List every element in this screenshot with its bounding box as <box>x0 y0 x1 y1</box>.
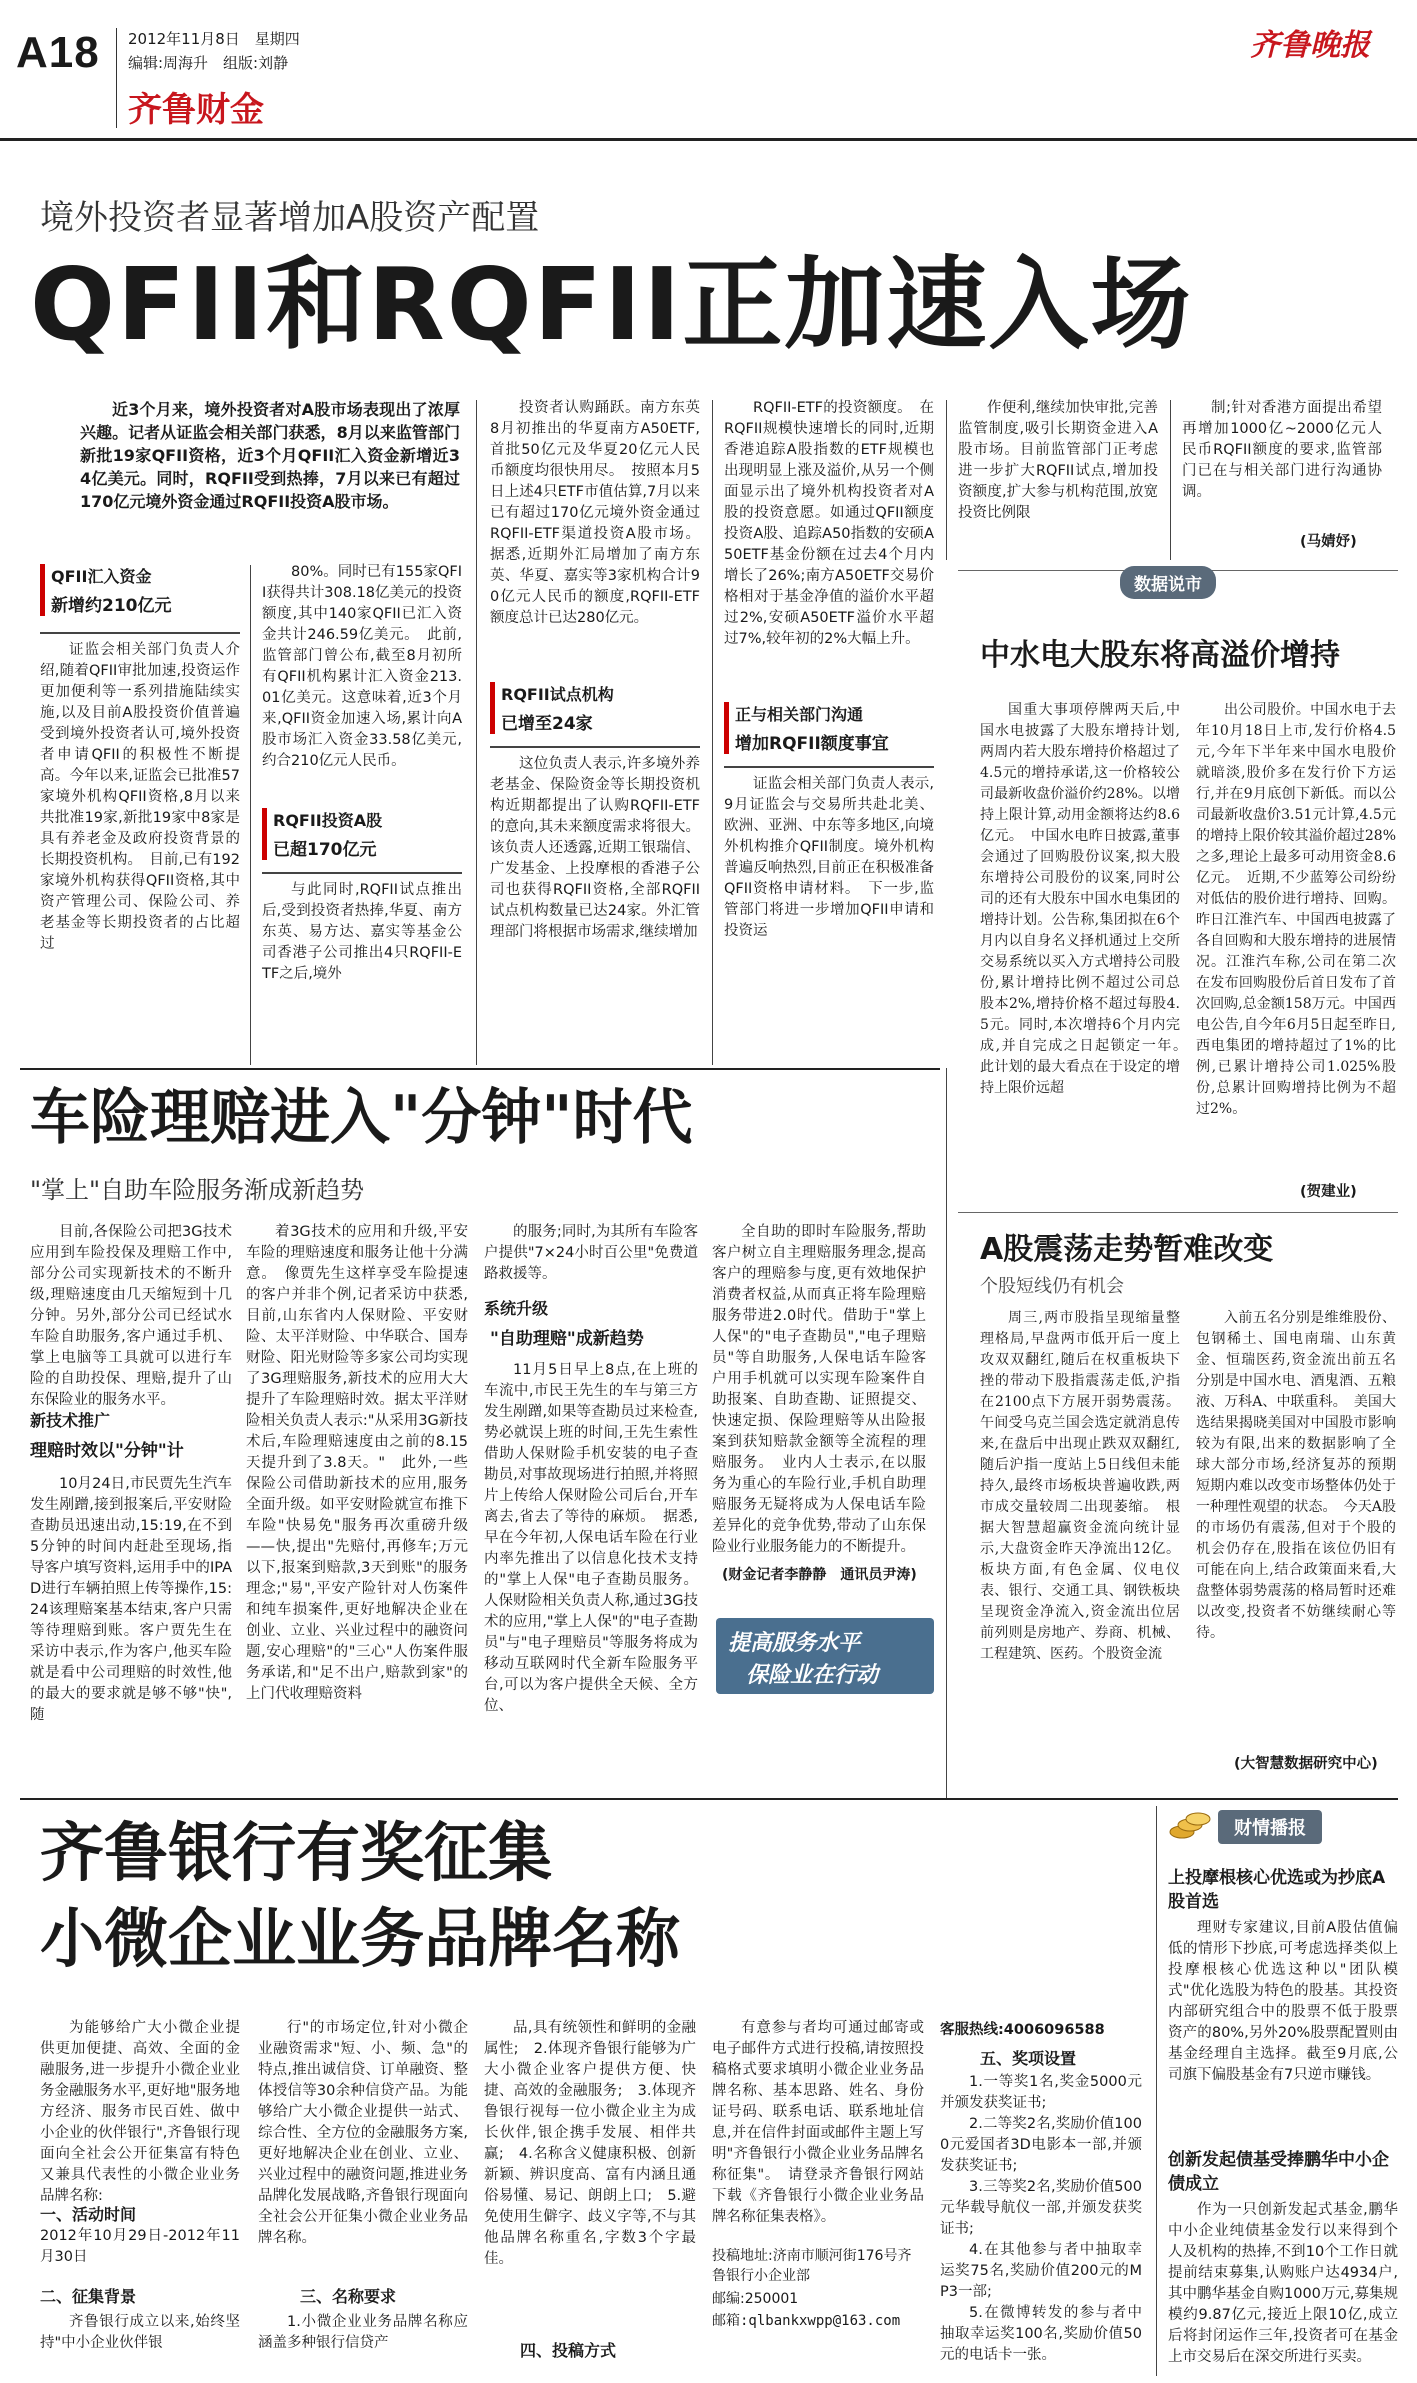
tag-rqfii-quota-line2: 增加RQFII额度事宜 <box>735 734 889 754</box>
prize-item: 3.三等奖2名,奖励价值500元华载导航仪一部,并颁发获奖证书; <box>940 2179 1142 2237</box>
story2-byline: (财金记者李静静 通讯员尹涛) <box>722 1567 917 1583</box>
tag-rqfii-investment-line1: RQFII投资A股 <box>273 811 383 830</box>
tag-rqfii-pilots-line1: RQFII试点机构 <box>501 685 614 704</box>
story3-column1: 周三,两市股指呈现缩量整理格局,早盘两市低开后一度上攻双双翻红,随后在权重板块下挫的带动下股指震荡走低,沪指在2100点下方展开弱势震荡。午间受乌克兰国会选定就消息传来,在盘后中出现止跌双双翻红,随后沪指一度站上5日线但未能持久,最终市场板块普遍收跌,两市成交量较周二出现萎缩。 根据大智慧超赢资金流向统计显示,大盘资金昨天净流出12亿。板块方面,有色金属、仪电仪表、银行、交通工具、钢铁板块呈现资金净流入,资金流出位居前列则是房地产、券商、机械、工程建筑、医药。个股资金流 <box>980 1310 1180 1662</box>
data-talk-headline: 中水电大股东将高溢价增持 <box>980 638 1340 673</box>
story1-column3b: 这位负责人表示,许多境外养老基金、保险资金等长期投资机构近期都提出了认购RQFII-ETF的意向,其未来额度需求将很大。该负责人还透露,近期工银瑞信、广发基金、上投摩根的香港子公司也获得RQFII资格,全部RQFII试点机构数量已达24家。外汇管理部门将根据市场需求,继续增加 <box>490 756 700 940</box>
tag-rqfii-investment <box>262 808 382 860</box>
tag-rqfii-quota <box>724 702 889 754</box>
story4-section3-title: 三、名称要求 <box>300 2287 397 2306</box>
prize-item: 5.在微博转发的参与者中抽取幸运奖100名,奖励价值50元的电话卡一张。 <box>940 2305 1142 2363</box>
story4-column3: 品,具有统领性和鲜明的金融属性; 2.体现齐鲁银行能够为广大小微企业客户提供方便、快捷、高效的金融服务; 3.体现齐鲁银行视每一位小微企业主为成长伙伴,银企携手发展、相伴共赢; 4.名称含义健康积极、创新新颖、辨识度高、富有内涵且通俗易懂、易记、朗朗上口; 5.避免使用生僻字、歧义字等,不与其他品牌名称重名,字数3个字最佳。 <box>484 2020 696 2267</box>
brief1-body: 理财专家建议,目前A股估值偏低的情形下抄底,可考虑选择类似上投摩根核心优选这种以"团队模式"优化选股为特色的股基。其投资内部研究组合中的股票不低于股票资产的80%,另外20%股票配置则由基金经理自主选择。截至9月底,公司旗下偏股基金有7只逆市赚钱。 <box>1168 1920 1398 2083</box>
story1-column4b: 证监会相关部门负责人表示,9月证监会与交易所共赴北美、欧洲、亚洲、中东等多地区,向境外机构推介QFII制度。境外机构普遍反响热烈,目前正在积极准备QFII资格申请材料。 下一步,监管部门将进一步增加QFII申请和投资运 <box>724 776 934 939</box>
insurance-campaign-banner <box>716 1618 934 1694</box>
story2-column2: 着3G技术的应用和升级,平安车险的理赔速度和服务让他十分满意。 像贾先生这样享受车险提速的客户并非个例,记者采访中获悉,目前,山东省内人保财险、平安财险、太平洋财险、中华联合、国寿财险、阳光财险等多家公司均实现了3G理赔服务,新技术的应用大大提升了车险理赔时效。据太平洋财险相关负责人表示:"从采用3G新技术后,车险理赔速度由之前的8.15天提升到了3.8天。" 此外,一些保险公司借助新技术的应用,服务全面升级。如平安财险就宣布推下车险"快易免"服务再次重磅升级——快,提出"先赔付,再修车;万元以下,报案到赔款,3天到账"的服务理念;"易",平安产险针对人伤案件和纯车损案件,更好地解决企业在创业、立业、兴业过程中的融资问题,安心理赔"的"三心"人伤案件服务承诺,和"足不出户,赔款到家"的上门代收理赔资料 <box>246 1224 468 1702</box>
tag-qfii-inflow-line2: 新增约210亿元 <box>51 596 172 616</box>
story4-address: 投稿地址:济南市顺河街176号齐鲁银行小企业部 <box>712 2248 912 2284</box>
story2-column3b: 11月5日早上8点,在上班的车流中,市民王先生的车与第三方发生剐蹭,如果等查勘员过来检查,势必就误上班的时间,王先生索性借助人保财险手机安装的电子查勘员,对事故现场进行拍照,并将照片上传给人保财险公司后台,开车离去,省去了等待的麻烦。 据悉,早在今年初,人保电话车险在行业内率先推出了以信息化技术支持的"掌上人保"电子查勘员服务。人保财险相关负责人称,通过3G技术的应用,"掌上人保"的"电子查勘员"与"电子理赔员"等服务将成为移动互联网时代全新车险服务平台,可以为客户提供全天候、全方位、 <box>484 1362 698 1714</box>
story1-headline: QFII和RQFII正加速入场 <box>30 246 1193 363</box>
story1-column2a: 80%。同时已有155家QFII获得共计308.18亿美元的投资额度,其中140家QFII已汇入资金共计246.59亿美元。 此前,监管部门曾公布,截至8月初所有QFII机构累计汇入资金213.01亿美元。这意味着,近3个月来,QFII资金加速入场,累计向A股市场汇入资金33.58亿美元,约合210亿元人民币。 <box>262 564 463 769</box>
story1-column3a: 投资者认购踊跃。南方东英8月初推出的华夏南方A50ETF,首批50亿元及华夏20亿元人民币额度均很快用尽。 按照本月5日上述4只ETF市值估算,7月以来已有超过170亿元境外资金通过RQFII-ETF渠道投资A股市场。据悉,近期外汇局增加了南方东英、华夏、嘉实等3家机构合计90亿元人民币的额度,RQFII-ETF额度总计已达280亿元。 <box>490 400 700 626</box>
story2-subhead: "掌上"自助车险服务渐成新趋势 <box>30 1176 365 1204</box>
data-talk-badge: 数据说市 <box>1120 566 1216 599</box>
page-number: A18 <box>16 28 100 77</box>
banner-line1: 提高服务水平 <box>728 1631 861 1656</box>
story3-byline: (大智慧数据研究中心) <box>1234 1756 1378 1772</box>
data-talk-byline: (贺建业) <box>1300 1184 1357 1200</box>
newspaper-logo: 齐鲁晚报 <box>1250 28 1370 63</box>
story2-section1-title: 新技术推广 <box>30 1411 111 1430</box>
tag-rqfii-pilots <box>490 682 614 734</box>
editors-line: 编辑:周海升 组版:刘静 <box>128 54 289 72</box>
story1-column2b: 与此同时,RQFII试点推出后,受到投资者热捧,华夏、南方东英、易方达、嘉实等基金公司香港子公司推出4只RQFII-ETF之后,境外 <box>262 882 462 982</box>
story1-column6: 制;针对香港方面提出希望再增加1000亿~2000亿元人民币RQFII额度的要求,监管部门已在与相关部门进行沟通协调。 <box>1182 400 1382 500</box>
tag-rqfii-quota-line1: 正与相关部门沟通 <box>735 705 864 724</box>
story2-headline: 车险理赔进入"分钟"时代 <box>30 1083 693 1153</box>
story2-section1-subtitle: 理赔时效以"分钟"计 <box>30 1441 184 1461</box>
story4-headline-line1: 齐鲁银行有奖征集 <box>40 1817 552 1891</box>
story4-column2: 行"的市场定位,针对小微企业融资需求"短、小、频、急"的特点,推出诚信贷、订单融资、整体授信等30余种信贷产品。为能够给广大小微企业提供一站式、综合性、全方位的金融服务方案,更好地解决企业在创业、立业、兴业过程中的融资问题,推进业务品牌化发展战略,齐鲁银行现面向全社会公开征集小微企业业务品牌名称。 <box>258 2020 468 2246</box>
story2-section2-title: 系统升级 <box>484 1299 549 1318</box>
prize-item: 1.一等奖1名,奖金5000元并颁发获奖证书; <box>940 2074 1142 2111</box>
tag-rqfii-pilots-line2: 已增至24家 <box>501 714 593 734</box>
story4-column4: 有意参与者均可通过邮寄或电子邮件方式进行投稿,请按照投稿格式要求填明小微企业业务品牌名称、基本思路、姓名、身份证号码、联系电话、联系地址信息,并在信件封面或邮件主题上写明"齐鲁银行小微企业业务品牌名称征集"。 请登录齐鲁银行网站下载《齐鲁银行小微企业业务品牌名称征集表格》。 <box>712 2020 924 2225</box>
story1-column4a: RQFII-ETF的投资额度。 在RQFII规模快速增长的同时,近期香港追踪A股指数的ETF规模也出现明显上涨及溢价,从另一个侧面显示出了境外机构投资者对A股的投资意愿。如通过QFII额度投资A股、追踪A50指数的安硕A50ETF基金份额在过去4个月内增长了26%;南方A50ETF交易价格相对于基金净值的溢价水平超过2%,安硕A50ETF溢价水平超过7%,较年初的2%大幅上升。 <box>724 400 934 647</box>
story2-column1b: 10月24日,市民贾先生汽车发生剐蹭,接到报案后,平安财险查勘员迅速出动,15:19,在不到5分钟的时间内赶赴至现场,指导客户填写资料,运用手中的IPAD进行车辆拍照上传等操作,15:24该理赔案基本结束,客户只需等待理赔到账。客户贾先生在采访中表示,作为客户,他买车险就是看中公司理赔的时效性,他的最大的要求就是够不够"快",随 <box>30 1476 232 1723</box>
tag-qfii-inflow-line1: QFII汇入资金 <box>51 567 152 586</box>
story1-byline: (马婧妤) <box>1300 534 1357 550</box>
data-talk-column2: 出公司股价。中国水电于去年10月18日上市,发行价格4.5元,今年下半年来中国水电股价就暗淡,股价多在发行价下方运行,并在9月底创下新低。而以公司最新收盘价3.51元计算,4.5元的增持上限价较其溢价超过28%之多,理论上最多可动用资金8.6亿元。 近期,不少蓝筹公司纷纷对低估的股价进行增持、回购。昨日江淮汽车、中国西电披露了各自回购和大股东增持的进展情况。江淮汽车称,公司在第二次在发布回购股份后首日发布了首次回购,总金额158万元。中国西电公告,自今年6月5日起至昨日,西电集团的增持超过了1%的比例,已累计增持公司1.025%股份,总累计回购增持比例为不超过2%。 <box>1196 702 1396 1117</box>
story2-column3: 的服务;同时,为其所有车险客户提供"7×24小时百公里"免费道路救援等。 <box>484 1224 698 1282</box>
coins-icon <box>1168 1810 1212 1840</box>
story3-headline: A股震荡走势暂难改变 <box>980 1232 1274 1267</box>
story1-kicker: 境外投资者显著增加A股资产配置 <box>40 198 540 238</box>
issue-date: 2012年11月8日 星期四 <box>128 30 300 48</box>
story2-section2-subtitle: "自助理赔"成新趋势 <box>490 1329 644 1349</box>
story4-postcode: 邮编:250001 <box>712 2291 799 2307</box>
story4-section3-body: 1.小微企业业务品牌名称应涵盖多种银行信贷产 <box>258 2314 468 2351</box>
story4-headline-line2: 小微企业业务品牌名称 <box>40 1903 680 1977</box>
story4-email: 邮箱:qlbankxwpp@163.com <box>712 2313 901 2329</box>
story4-section1-body: 2012年10月29日-2012年11月30日 <box>40 2228 240 2265</box>
story1-column1: 证监会相关部门负责人介绍,随着QFII审批加速,投资运作更加便利等一系列措施陆续实施,以及目前A股投资价值普遍受到境外投资者认可,境外投资者申请QFII的积极性不断提高。今年以来,证监会已批准57家境外机构QFII资格,8月以来共批准19家,新批19家中8家是具有养老金及政府投资背景的长期投资机构。 目前,已有192家境外机构获得QFII资格,其中资产管理公司、保险公司、养老基金等长期投资者的占比超过 <box>40 642 240 952</box>
banner-line2: 保险业在行动 <box>746 1663 879 1688</box>
story2-column4: 全自助的即时车险服务,帮助客户树立自主理赔服务理念,提高客户的理赔参与度,更有效地保护消费者权益,从而真正将车险理赔服务带进2.0时代。借助于"掌上人保"的"电子查勘员","电子理赔员"等自助服务,人保电话车险客户用手机就可以实现车险案件自助报案、自助查勘、证照提交、快速定损、保险理赔等从出险报案到获知赔款金额等全流程的理赔服务。 业内人士表示,在以服务为重心的车险行业,手机自助理赔服务无疑将成为人保电话车险差异化的竞争优势,带动了山东保险业行业服务能力的不断提升。 <box>712 1224 926 1555</box>
story3-column2: 入前五名分别是维维股份、包钢稀土、国电南瑞、山东黄金、恒瑞医药,资金流出前五名分别是中国水电、酒鬼酒、五粮液、万科A、中联重科。 美国大选结果揭晓美国对中国股市影响较为有限,出来的数据影响了全球大部分市场,经济复苏的预期短期内难以改变市场整体仍处于一种理性观望的状态。 今天A股的市场仍有震荡,但对于个股的机会仍存在,股指在该位仍旧有可能在向上,结合政策面来看,大盘整体弱势震荡的格局暂时还难以改变,投资者不妨继续耐心等待。 <box>1196 1310 1396 1641</box>
story4-hotline: 客服热线:4006096588 <box>940 2022 1105 2038</box>
tag-rqfii-investment-line2: 已超170亿元 <box>273 840 377 860</box>
story4-section1-title: 一、活动时间 <box>40 2205 137 2224</box>
story1-column5: 作便利,继续加快审批,完善监管制度,吸引长期资金进入A股市场。目前监管部门正考虑进一步扩大RQFII试点,增加投资额度,扩大参与机构范围,放宽投资比例限 <box>958 400 1158 521</box>
section-title: 齐鲁财金 <box>128 90 264 130</box>
story4-section2-body: 齐鲁银行成立以来,始终坚持"中小企业伙伴银 <box>40 2314 240 2351</box>
brief1-headline: 上投摩根核心优选或为抄底A股首选 <box>1168 1868 1386 1912</box>
story1-lead: 近3个月来，境外投资者对A股市场表现出了浓厚兴趣。记者从证监会相关部门获悉，8月以来监管部门新批19家QFII资格，近3个月QFII汇入资金新增近34亿美元。同时，RQFII受到热捧，7月以来已有超过170亿元境外资金通过RQFII投资A股市场。 <box>80 400 460 511</box>
story4-column1: 为能够给广大小微企业提供更加便捷、高效、全面的金融服务,进一步提升小微企业业务金融服务水平,更好地"服务地方经济、服务市民百姓、做中小企业的伙伴银行",齐鲁银行现面向全社会公开征集富有特色又兼具代表性的小微企业业务品牌名称: <box>40 2020 240 2204</box>
story4-section2-title: 二、征集背景 <box>40 2287 137 2306</box>
data-talk-column1: 国重大事项停牌两天后,中国水电披露了大股东增持计划,两周内若大股东增持价格超过了4.5元的增持承诺,这一价格较公司最新收盘价溢价约28%。以增持上限计算,动用金额将达约8.6亿元。 中国水电昨日披露,董事会通过了回购股份议案,拟大股东增持公司股份的议案,同时公司的还有大股东中国水电集团的增持计划。公告称,集团拟在6个月内以自身名义择机通过上交所交易系统以买入方式增持公司股份,累计增持比例不超过公司总股本2%,增持价格不超过每股4.5元。同时,本次增持6个月内完成,并自完成之日起锁定一年。 此计划的最大看点在于设定的增持上限价远超 <box>980 702 1194 1096</box>
story2-column1: 目前,各保险公司把3G技术应用到车险投保及理赔工作中,部分公司实现新技术的不断升级,理赔速度由几天缩短到十几分钟。另外,部分公司已经试水车险自助服务,客户通过手机、掌上电脑等工具就可以进行车险的自助投保、理赔,提升了山东保险业的服务水平。 <box>30 1224 232 1408</box>
story4-section4-title: 四、投稿方式 <box>520 2341 617 2360</box>
story4-section5-title: 五、奖项设置 <box>980 2049 1077 2068</box>
story4-prize-list <box>940 2072 1142 2366</box>
tag-qfii-inflow <box>40 564 172 616</box>
prize-item: 4.在其他参与者中抽取幸运奖75名,奖励价值200元的MP3一部; <box>940 2242 1142 2300</box>
brief2-body: 作为一只创新发起式基金,鹏华中小企业纯债基金发行以来得到个人及机构的热捧,不到10个工作日就提前结束募集,认购账户达4934户,其中鹏华基金自购1000万元,募集规模约9.87亿元,接近上限10亿,成立后将封闭运作三年,投资者可在基金上市交易后在深交所进行买卖。 <box>1168 2202 1399 2365</box>
story3-subhead: 个股短线仍有机会 <box>980 1276 1124 1297</box>
finance-brief-badge: 财情播报 <box>1218 1810 1322 1844</box>
brief2-headline: 创新发起债基受捧鹏华中小企债成立 <box>1168 2150 1389 2194</box>
prize-item: 2.二等奖2名,奖励价值1000元爱国者3D电影本一部,并颁发获奖证书; <box>940 2116 1142 2174</box>
